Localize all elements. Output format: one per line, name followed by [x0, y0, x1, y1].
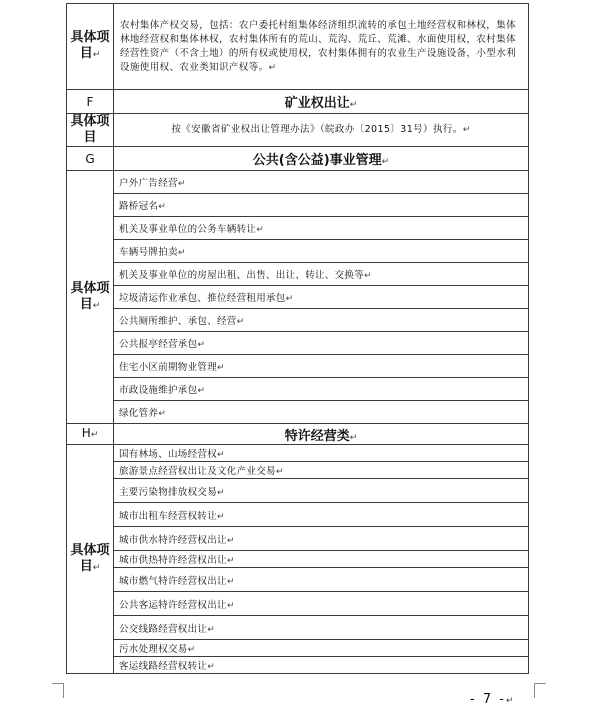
item-text: 户外广告经营 [119, 178, 178, 189]
item-text: 机关及事业单位的公务车辆转让 [119, 224, 257, 235]
item-text: 国有林场、山场经营权 [119, 449, 218, 460]
paragraph-mark: ↵ [207, 662, 216, 672]
section-letter: F [86, 94, 94, 109]
list-item [114, 309, 529, 332]
transaction-items-table [66, 3, 529, 674]
list-item [114, 592, 529, 616]
row-label-cell [67, 114, 114, 147]
paragraph-mark: ↵ [226, 600, 235, 611]
paragraph-mark: ↵ [275, 467, 284, 477]
paragraph-mark: ↵ [364, 271, 372, 281]
item-text: 市政设施维护承包 [119, 385, 198, 396]
list-item [114, 378, 529, 401]
paragraph-mark: ↵ [92, 562, 101, 573]
item-text: 污水处理权交易 [119, 644, 188, 655]
franchise-item-row [67, 592, 529, 616]
section-header-cell [114, 147, 529, 171]
paragraph-mark: ↵ [268, 62, 277, 73]
public-item-row [67, 378, 529, 401]
list-item [114, 401, 529, 424]
franchise-item-row [67, 657, 529, 674]
paragraph-mark: ↵ [217, 511, 225, 522]
paragraph-mark: ↵ [158, 409, 167, 419]
item-text: 客运线路经营权转让 [119, 661, 208, 672]
paragraph-mark: ↵ [187, 645, 196, 655]
page-number: - 7 -↵ [470, 692, 516, 707]
list-item [114, 657, 529, 674]
paragraph-mark: ↵ [505, 696, 516, 706]
item-text: 旅游景点经营权出让及文化产业交易 [119, 466, 276, 477]
paragraph-mark: ↵ [217, 363, 225, 373]
section-letter: H [81, 426, 91, 440]
section-header-row [67, 147, 529, 171]
list-item [114, 445, 529, 462]
item-text: 城市供热特许经营权出让 [119, 555, 227, 566]
row-label: 具体项目 [70, 114, 110, 145]
paragraph-mark: ↵ [217, 487, 225, 498]
franchise-item-row [67, 551, 529, 568]
list-item [114, 568, 529, 592]
section-header-cell [114, 424, 529, 445]
public-item-row [67, 263, 529, 286]
row-label: 具体项目 [70, 542, 110, 574]
paragraph-mark: ↵ [177, 179, 186, 189]
section-title: 特许经营类 [284, 428, 350, 444]
franchise-item-row [67, 568, 529, 592]
item-text: 车辆号牌拍卖 [119, 247, 178, 258]
list-item [114, 286, 529, 309]
list-item [114, 551, 529, 568]
row-label-cell [67, 445, 114, 674]
paragraph-mark: ↵ [92, 50, 101, 60]
rural-property-row [67, 4, 529, 90]
item-text: 城市出租车经营权转让 [119, 510, 218, 522]
description-cell [114, 4, 529, 90]
section-title: 矿业权出让 [284, 96, 350, 111]
list-item [114, 479, 529, 503]
item-text: 绿化管养 [119, 408, 159, 419]
paragraph-mark: ↵ [217, 450, 225, 460]
list-item [114, 503, 529, 527]
crop-mark-bottom-right [534, 683, 546, 696]
section-header-cell [114, 90, 529, 114]
list-item [114, 263, 529, 286]
item-text: 公共报亭经营承包 [119, 339, 198, 350]
list-item [114, 332, 529, 355]
public-item-row [67, 240, 529, 263]
section-letter-cell [67, 147, 114, 171]
section-letter: G [85, 151, 95, 166]
item-text: 住宅小区前期物业管理 [119, 362, 218, 373]
section-letter-cell [67, 424, 114, 445]
item-text: 路桥冠名 [119, 201, 159, 212]
row-label-cell [67, 4, 114, 90]
paragraph-mark: ↵ [177, 248, 186, 258]
paragraph-mark: ↵ [207, 624, 216, 635]
mining-rights-row [67, 114, 529, 147]
item-text: 城市燃气特许经营权出让 [119, 575, 227, 587]
list-item [114, 240, 529, 263]
public-item-row [67, 355, 529, 378]
item-text: 机关及事业单位的房屋出租、出售、出让、转让、交换等 [119, 270, 365, 281]
list-item [114, 527, 529, 551]
public-item-row [67, 309, 529, 332]
section-header-row [67, 424, 529, 445]
row-label-cell [67, 171, 114, 424]
franchise-item-row [67, 640, 529, 657]
row-label: 具体项目 [70, 280, 110, 312]
item-text: 公共厕所维护、承包、经营 [119, 316, 237, 327]
paragraph-mark: ↵ [226, 556, 235, 566]
item-text: 主要污染物排放权交易 [119, 486, 218, 498]
section-header-row [67, 90, 529, 114]
public-item-row [67, 217, 529, 240]
franchise-item-row [67, 503, 529, 527]
paragraph-mark: ↵ [381, 157, 390, 167]
public-item-row [67, 401, 529, 424]
paragraph-mark: ↵ [158, 202, 167, 212]
public-item-row [67, 332, 529, 355]
public-item-row [67, 194, 529, 217]
paragraph-mark: ↵ [226, 576, 235, 587]
paragraph-mark: ↵ [226, 535, 235, 546]
list-item [114, 171, 529, 194]
list-item [114, 462, 529, 479]
section-letter-cell [67, 90, 114, 114]
list-item [114, 217, 529, 240]
crop-mark-bottom-left-v [63, 684, 64, 698]
crop-mark-bottom-right-v [534, 684, 535, 698]
item-text: 公共客运特许经营权出让 [119, 599, 227, 611]
paragraph-mark: ↵ [349, 432, 358, 443]
paragraph-mark: ↵ [349, 100, 358, 110]
item-text: 公交线路经营权出让 [119, 623, 208, 635]
row-label: 具体项目 [70, 30, 110, 61]
franchise-item-row [67, 445, 529, 462]
list-item [114, 640, 529, 657]
franchise-item-row [67, 462, 529, 479]
paragraph-mark: ↵ [285, 294, 294, 304]
franchise-item-row [67, 479, 529, 503]
paragraph-mark: ↵ [90, 430, 99, 440]
list-item [114, 194, 529, 217]
paragraph-mark: ↵ [197, 386, 206, 396]
franchise-item-row [67, 527, 529, 551]
public-item-row [67, 286, 529, 309]
item-text: 垃圾清运作业承包、推位经营租用承包 [119, 293, 286, 304]
paragraph-mark: ↵ [236, 317, 245, 327]
list-item [114, 616, 529, 640]
franchise-item-row [67, 616, 529, 640]
paragraph-mark: ↵ [197, 340, 206, 350]
rural-property-description: 农村集体产权交易，包括：农户委托村组集体经济组织流转的承包土地经营权和林权，集体林地经营权和集体林权，农村集体所有的荒山、荒沟、荒丘、荒滩、水面使用权，农村集体经营性资产（不含土地）的所有权或使用权，农村集体拥有的农业生产设施设备，小型水利设施使用权、农业类知识产权等。 [120, 19, 517, 73]
paragraph-mark: ↵ [256, 225, 265, 235]
item-text: 城市供水特许经营权出让 [119, 534, 227, 546]
paragraph-mark: ↵ [462, 125, 471, 135]
description-cell [114, 114, 529, 147]
public-item-row [67, 171, 529, 194]
paragraph-mark: ↵ [92, 300, 101, 311]
mining-rights-description: 按《安徽省矿业权出让管理办法》（皖政办〔2015〕31号）执行。 [171, 124, 463, 135]
list-item [114, 355, 529, 378]
section-title: 公共(含公益)事业管理 [252, 153, 382, 168]
